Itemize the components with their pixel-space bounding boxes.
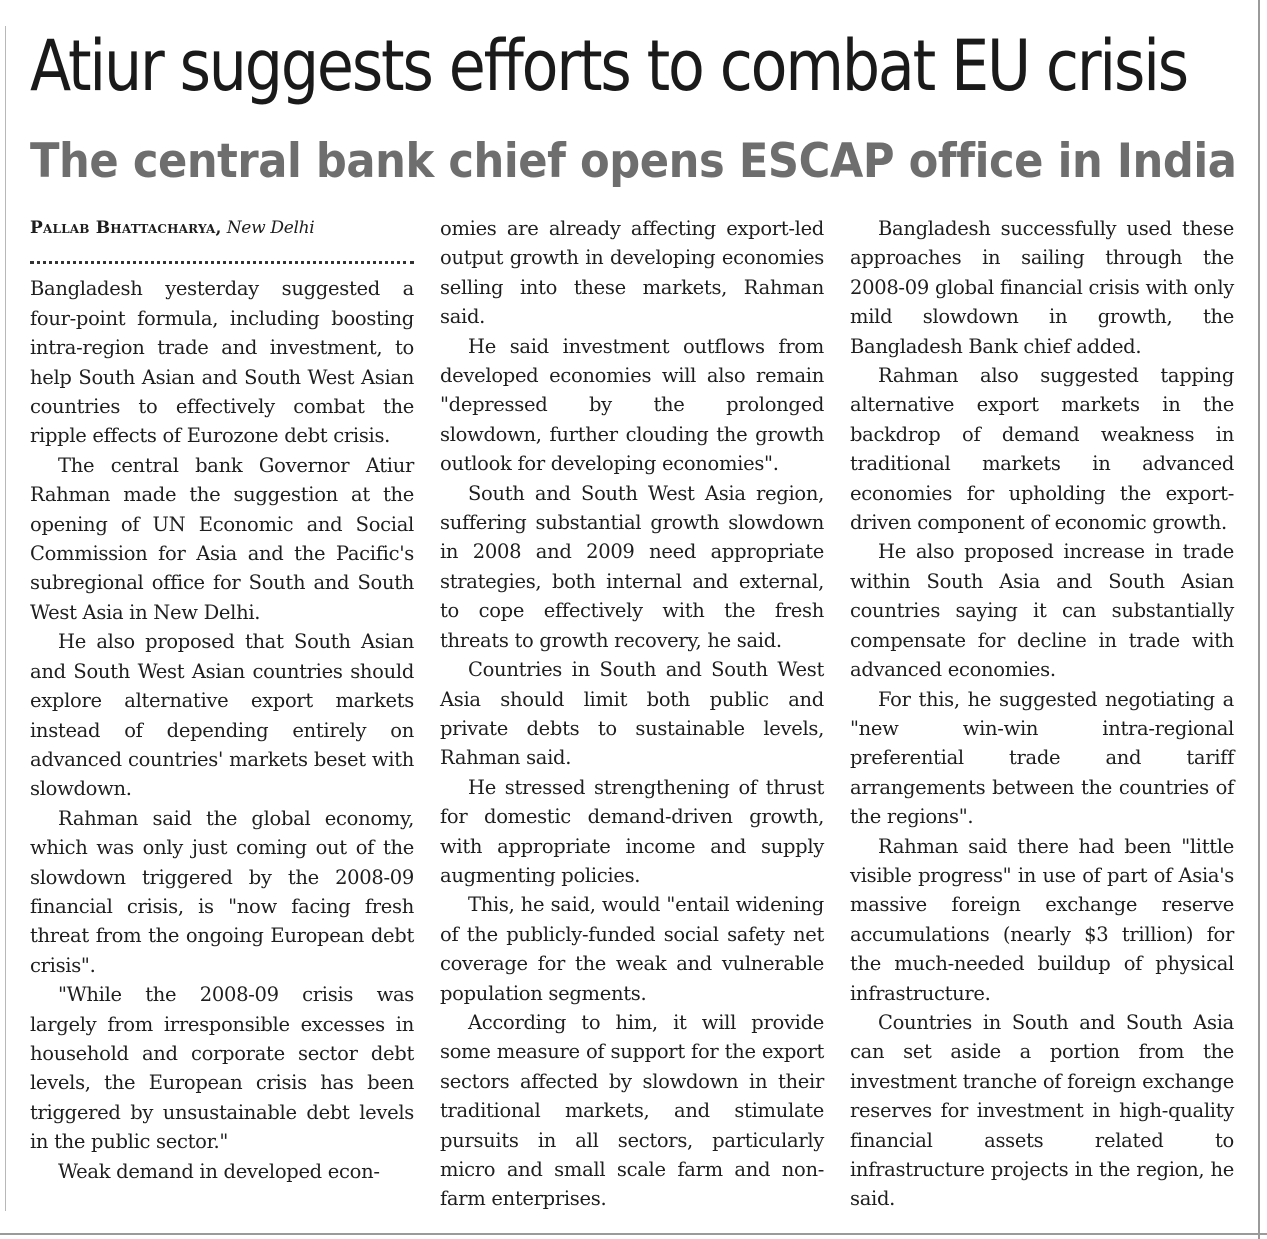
byline-separator [30,243,414,264]
article-paragraph: Rahman said there had been "little visible progress" in use of part of Asia's massive foreign exchange reserve accumulations (nearly $3 trillion) for the much-needed buildup of physical infrastructure. [850,834,1234,1005]
article-paragraph: Bangladesh successfully used these approaches in sailing through the 2008-09 global financial crisis with only mild slowdown in growth, the Bangladesh Bank chief added. [850,217,1234,358]
article-paragraph: Bangladesh yesterday suggested a four-point formula, including boosting intra-region trade and investment, to help South Asian and South West Asian countries to effectively combat the ripple effects of Eurozone debt crisis. [30,277,414,448]
byline-location: New Delhi [226,218,315,238]
headline: Atiur suggests efforts to combat EU crisis [30,25,1188,107]
article-paragraph: Rahman also suggested tapping alternative export markets in the backdrop of demand weakness in traditional markets in advanced economies for upholding the export-driven component of economic growth. [850,364,1234,535]
article-paragraph: South and South West Asia region, suffering substantial growth slowdown in 2008 and 2009 need appropriate strategies, both internal and external, to cope effectively with the fresh threats to growth recovery, he said. [440,481,824,652]
article-paragraph: He stressed strengthening of thrust for domestic demand-driven growth, with appropriate income and supply augmenting policies. [440,775,824,887]
bottom-border-rule [0,1233,1267,1235]
article-paragraph: Weak demand in developed econ- [58,1159,380,1183]
article-column-2 [440,214,824,1214]
article-paragraph: The central bank Governor Atiur Rahman made the suggestion at the opening of UN Economic and Social Commission for Asia and the Pacific's subregional office for South and South West Asia in New Delhi. [30,453,414,624]
right-border-rule [1258,0,1260,1239]
byline-author: Pallab Bhattacharya, [30,218,222,238]
article-paragraph: He also proposed increase in trade within South Asia and South Asian countries saying it can substantially compensate for decline in trade with advanced economies. [850,540,1234,682]
article-paragraph: For this, he suggested negotiating a "new win-win intra-regional preferential trade and tariff arrangements between the countries of the regions". [850,687,1234,829]
article-paragraph: This, he said, would "entail widening of the publicly-funded social safety net coverage for the weak and vulnerable population segments. [440,893,824,1005]
article-paragraph: Rahman said the global economy, which was only just coming out of the slowdown triggered by the 2008-09 financial crisis, is "now facing fresh threat from the ongoing European debt crisis". [30,806,414,977]
article-paragraph: Countries in South and South West Asia should limit both public and private debts to sustainable levels, Rahman said. [440,658,824,770]
article-paragraph: He also proposed that South Asian and South West Asian countries should explore alternative export markets instead of depending entirely on advanced countries' markets beset with slowdown. [30,630,414,801]
subheadline: The central bank chief opens ESCAP office in India [30,134,1237,189]
article-column-3 [850,214,1234,1214]
article-paragraph: omies are already affecting export-led output growth in developing economies selling into these markets, Rahman said. [440,217,824,329]
article-paragraph: According to him, it will provide some measure of support for the export sectors affected by slowdown in their traditional markets, and stimulate pursuits in all sectors, particularly micro and small scale farm and non-farm enterprises. [440,1010,824,1211]
byline [30,214,414,243]
article-paragraph: Countries in South and South Asia can set aside a portion from the investment tranche of foreign exchange reserves for investment in high-quality financial assets related to infrastructure projects in the region, he said. [850,1010,1234,1211]
left-border-rule [5,26,6,1211]
article-column-1 [30,214,414,1186]
article-paragraph: He said investment outflows from developed economies will also remain "depressed by the prolonged slowdown, further clouding the growth outlook for developing economies". [440,334,824,476]
article-paragraph: "While the 2008-09 crisis was largely from irresponsible excesses in household and corporate sector debt levels, the European crisis has been triggered by unsustainable debt levels in the public sector." [30,983,414,1154]
